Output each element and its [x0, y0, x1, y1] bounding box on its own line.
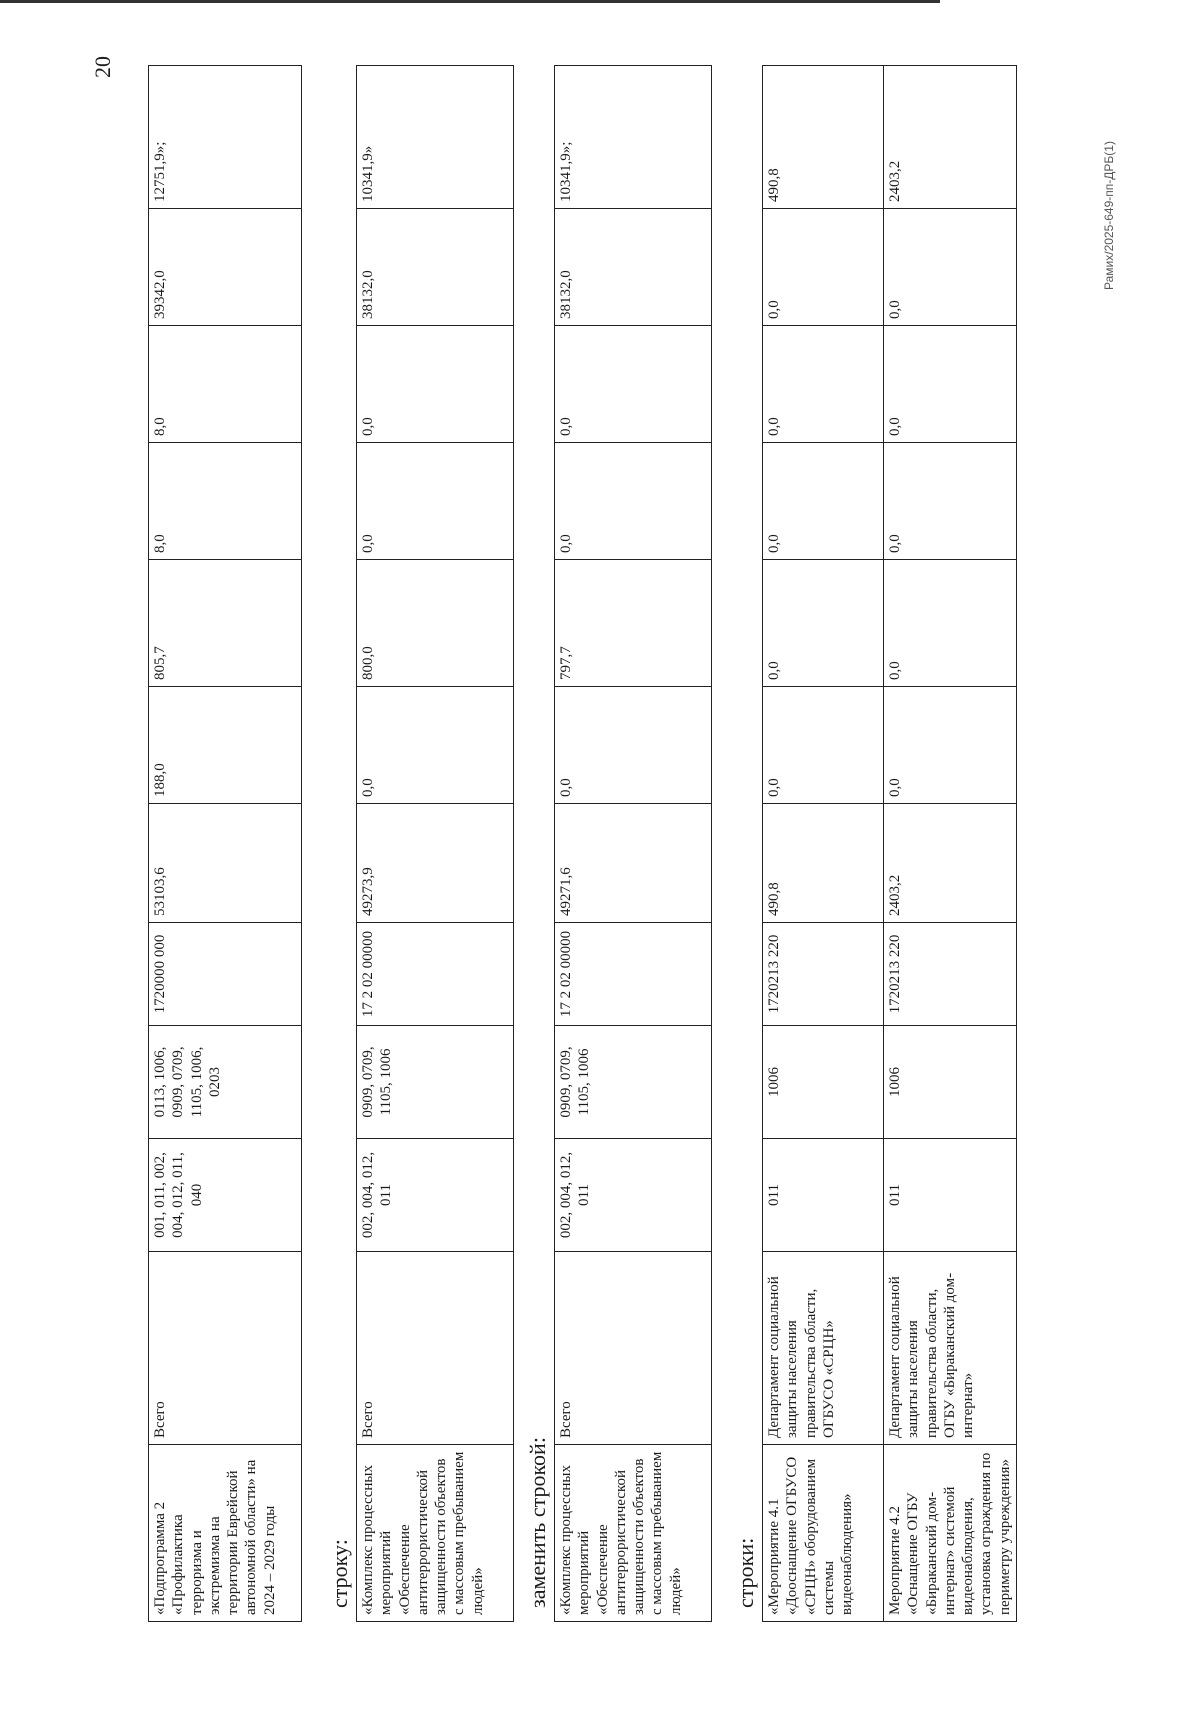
cell-year-2026: 0,0: [763, 443, 884, 560]
cell-grbs-code: 011: [884, 1139, 1017, 1252]
cell-year-2029: 12751,9»;: [149, 66, 302, 209]
cell-section-code: 0909, 0709, 1105, 1006: [555, 1026, 712, 1139]
table-row: [884, 66, 1017, 1622]
cell-executor: Всего: [555, 1252, 712, 1445]
cell-total: 2403,2: [884, 804, 1017, 923]
table-old-row: [356, 65, 514, 1622]
cell-name: «Комплекс процессных мероприятий «Обеспечение антитеррористической защищенности объектов с массовым пребыванием людей»: [555, 1445, 712, 1622]
cell-grbs-code: 011: [763, 1139, 884, 1252]
cell-name: Мероприятие 4.2 «Оснащение ОГБУ «Бираканский дом-интернат» системой видеонаблюдения, установка ограждения по периметру учреждения»: [884, 1445, 1017, 1622]
table-subprogram-2: [148, 65, 302, 1622]
cell-year-2027: 8,0: [149, 326, 302, 443]
cell-section-code: 0113, 1006, 0909, 0709, 1105, 1006, 0203: [149, 1026, 302, 1139]
cell-year-2029: 2403,2: [884, 66, 1017, 209]
cell-target-article: 1720213 220: [763, 923, 884, 1026]
cell-year-2025: 797,7: [555, 560, 712, 687]
cell-year-2024: 0,0: [763, 687, 884, 804]
cell-year-2027: 0,0: [357, 326, 514, 443]
cell-section-code: 1006: [884, 1026, 1017, 1139]
cell-year-2028: 0,0: [763, 209, 884, 326]
cell-total: 53103,6: [149, 804, 302, 923]
cell-year-2029: 10341,9»: [357, 66, 514, 209]
cell-executor: Всего: [149, 1252, 302, 1445]
cell-target-article: 17 2 02 00000: [555, 923, 712, 1026]
cell-year-2026: 8,0: [149, 443, 302, 560]
cell-year-2029: 10341,9»;: [555, 66, 712, 209]
instruction-rows: строки:: [733, 1537, 758, 1608]
cell-target-article: 1720213 220: [884, 923, 1017, 1026]
cell-year-2025: 0,0: [763, 560, 884, 687]
cell-name: «Мероприятие 4.1 «Дооснащение ОГБУСО «СРЦН» оборудованием системы видеонаблюдения»: [763, 1445, 884, 1622]
cell-grbs-code: 002, 004, 012, 011: [555, 1139, 712, 1252]
cell-section-code: 1006: [763, 1026, 884, 1139]
cell-year-2028: 38132,0: [357, 209, 514, 326]
cell-year-2026: 0,0: [555, 443, 712, 560]
table-measures: [762, 65, 1017, 1622]
cell-name: «Подпрограмма 2 «Профилактика терроризма и экстремизма на территории Еврейской автономной области» на 2024 – 2029 годы: [149, 1445, 302, 1622]
cell-grbs-code: 002, 004, 012, 011: [357, 1139, 514, 1252]
table-row: [555, 66, 712, 1622]
cell-year-2027: 0,0: [555, 326, 712, 443]
cell-section-code: 0909, 0709, 1105, 1006: [357, 1026, 514, 1139]
cell-year-2027: 0,0: [763, 326, 884, 443]
cell-year-2029: 490,8: [763, 66, 884, 209]
cell-year-2028: 39342,0: [149, 209, 302, 326]
cell-executor: Всего: [357, 1252, 514, 1445]
document-code: Рамих/2025-649-пп-ДРБ(1): [1102, 141, 1116, 290]
cell-executor: Департамент социальной защиты населения правительства области, ОГБУСО «СРЦН»: [763, 1252, 884, 1445]
top-rule: [0, 0, 940, 3]
cell-year-2024: 188,0: [149, 687, 302, 804]
cell-year-2024: 0,0: [884, 687, 1017, 804]
cell-year-2025: 800,0: [357, 560, 514, 687]
cell-executor: Департамент социальной защиты населения правительства области, ОГБУ «Бираканский дом-интернат»: [884, 1252, 1017, 1445]
cell-year-2028: 38132,0: [555, 209, 712, 326]
cell-year-2026: 0,0: [884, 443, 1017, 560]
table-row: [763, 66, 884, 1622]
cell-total: 490,8: [763, 804, 884, 923]
cell-target-article: 1720000 000: [149, 923, 302, 1026]
rotated-page-content: [148, 67, 1048, 1622]
cell-total: 49271,6: [555, 804, 712, 923]
cell-year-2028: 0,0: [884, 209, 1017, 326]
instruction-row: строку:: [327, 1539, 352, 1608]
cell-year-2025: 805,7: [149, 560, 302, 687]
cell-year-2027: 0,0: [884, 326, 1017, 443]
cell-grbs-code: 001, 011, 002, 004, 012, 011, 040: [149, 1139, 302, 1252]
cell-name: «Комплекс процессных мероприятий «Обеспечение антитеррористической защищенности объектов с массовым пребыванием людей»: [357, 1445, 514, 1622]
table-new-row: [554, 65, 712, 1622]
cell-year-2026: 0,0: [357, 443, 514, 560]
cell-target-article: 17 2 02 00000: [357, 923, 514, 1026]
instruction-replace: заменить строкой:: [525, 1437, 550, 1608]
cell-year-2024: 0,0: [555, 687, 712, 804]
page-number: 20: [90, 56, 115, 78]
cell-year-2025: 0,0: [884, 560, 1017, 687]
table-row: [149, 66, 302, 1622]
table-row: [357, 66, 514, 1622]
cell-total: 49273,9: [357, 804, 514, 923]
cell-year-2024: 0,0: [357, 687, 514, 804]
